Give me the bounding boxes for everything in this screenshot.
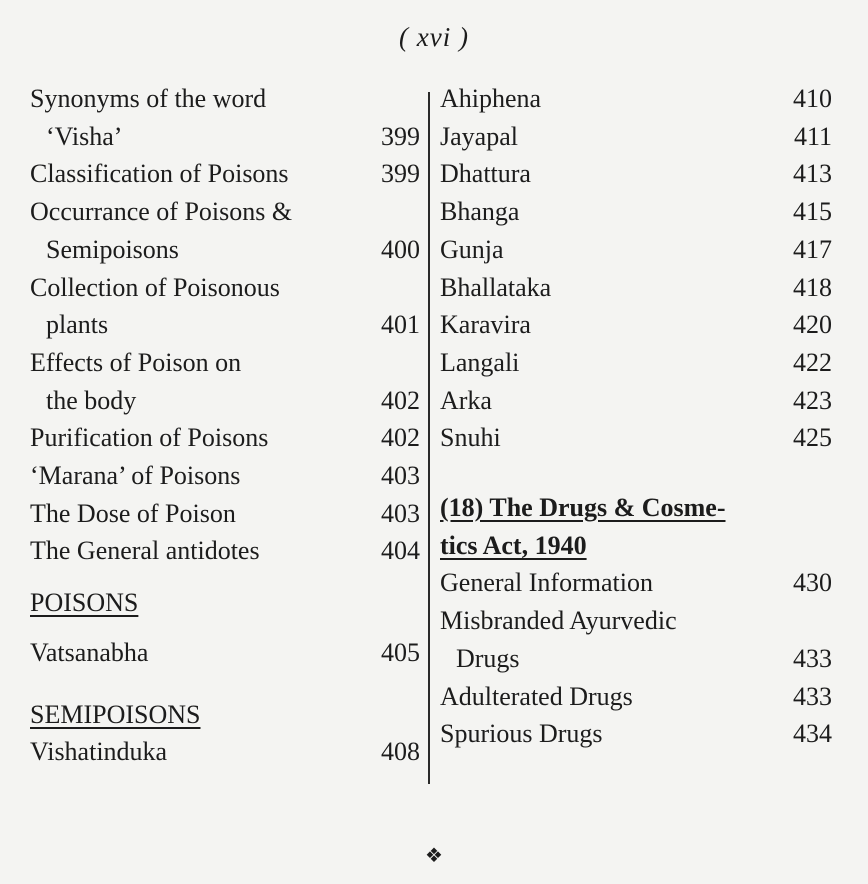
- toc-entry: [30, 419, 420, 457]
- toc-entry-page: 433: [793, 643, 832, 673]
- semipoisons-heading: SEMIPOISONS: [30, 699, 201, 729]
- toc-entry-title: Karavira: [440, 310, 531, 340]
- toc-entry: [440, 155, 832, 193]
- toc-entry-page: 411: [793, 121, 832, 151]
- toc-entry-title: Adulterated Drugs: [440, 681, 633, 711]
- toc-entry-title: Gunja: [440, 234, 504, 264]
- toc-entry: [30, 532, 420, 570]
- toc-entry-page: 402: [381, 385, 420, 415]
- toc-entry-page: 399: [381, 121, 420, 151]
- toc-entry-title: General Information: [440, 568, 653, 598]
- toc-entry-title: Effects of Poison on: [30, 347, 242, 377]
- right-column: [440, 80, 832, 753]
- toc-entry: [440, 602, 832, 677]
- toc-entry: [440, 193, 832, 231]
- toc-entry: [30, 155, 420, 193]
- toc-entry-title: Vatsanabha: [30, 637, 149, 667]
- toc-entry-title: Ahiphena: [440, 84, 542, 113]
- toc-entry-page: 403: [381, 498, 420, 528]
- toc-entry-title: Vishatinduka: [30, 737, 168, 767]
- toc-entry: [30, 733, 420, 771]
- toc-entry: [440, 231, 832, 269]
- toc-entry-page: 430: [793, 568, 832, 598]
- drugs-act-heading: [440, 489, 832, 564]
- toc-entry: [440, 715, 832, 753]
- toc-entry-title: ‘Marana’ of Poisons: [30, 461, 241, 491]
- toc-entry-page: 401: [381, 310, 420, 340]
- toc-entry-page: 399: [381, 159, 420, 189]
- toc-entry: [440, 382, 832, 420]
- toc-entry: [30, 344, 420, 419]
- toc-entry-title: Bhallataka: [440, 272, 552, 302]
- toc-entry-page: 403: [381, 461, 420, 491]
- toc-entry-title: Occurrance of Poisons &: [30, 197, 293, 227]
- toc-entry: [30, 269, 420, 344]
- toc-entry: [440, 118, 832, 156]
- toc-entry: [440, 80, 832, 118]
- toc-entry: [30, 634, 420, 672]
- toc-entry-title: plants: [46, 310, 109, 340]
- toc-entry-title: Drugs: [456, 643, 520, 673]
- toc-entry-page: 433: [793, 681, 832, 711]
- toc-entry: [30, 193, 420, 268]
- right-entries-list: [440, 80, 832, 457]
- toc-entry-title: Collection of Poisonous: [30, 272, 280, 302]
- column-divider: [428, 92, 430, 784]
- page-number-header: ( xvi ): [399, 22, 469, 52]
- toc-entry-title: Misbranded Ayurvedic: [440, 606, 677, 636]
- toc-entry-page: 418: [793, 272, 832, 302]
- toc-entry-page: 423: [793, 385, 832, 415]
- drugs-act-heading-line1: (18) The Drugs & Cosme-: [440, 493, 726, 523]
- toc-entry-page: 413: [793, 159, 832, 189]
- toc-entry-title: ‘Visha’: [46, 121, 123, 151]
- left-entries-list: [30, 80, 420, 570]
- toc-entry: [30, 457, 420, 495]
- toc-entry-page: 405: [381, 637, 420, 667]
- toc-entry-title: Arka: [440, 385, 492, 415]
- drugs-act-heading-line2: tics Act, 1940: [440, 530, 587, 560]
- toc-entry-page: 434: [793, 719, 832, 749]
- toc-entry-page: 408: [381, 737, 420, 767]
- toc-entry-title: Snuhi: [440, 423, 501, 453]
- toc-entry: [440, 344, 832, 382]
- toc-entry-title: Spurious Drugs: [440, 719, 603, 749]
- toc-entry-title: The Dose of Poison: [30, 498, 236, 528]
- toc-entry-title: Semipoisons: [46, 234, 179, 264]
- toc-entry: [30, 495, 420, 533]
- toc-entry-title: Dhattura: [440, 159, 531, 189]
- toc-entry: [440, 419, 832, 457]
- toc-entry: [440, 678, 832, 716]
- toc-entry-title: The General antidotes: [30, 536, 260, 566]
- left-column: [30, 80, 420, 771]
- drugs-act-entries-list: [440, 564, 832, 753]
- poisons-heading: POISONS: [30, 588, 139, 618]
- ornament-icon: ❖: [425, 845, 443, 867]
- toc-entry-title: Purification of Poisons: [30, 423, 269, 453]
- toc-entry-title: Langali: [440, 347, 520, 377]
- toc-entry: [440, 306, 832, 344]
- toc-entry-page: 410: [793, 84, 832, 113]
- toc-entry: [30, 80, 420, 155]
- toc-entry-page: 417: [793, 234, 832, 264]
- toc-entry-page: 422: [793, 347, 832, 377]
- toc-entry-page: 400: [381, 234, 420, 264]
- toc-entry-title: Bhanga: [440, 197, 520, 227]
- toc-entry-page: 420: [793, 310, 832, 340]
- toc-entry-title: Jayapal: [440, 121, 518, 151]
- toc-entry-title: the body: [46, 385, 137, 415]
- toc-entry-page: 404: [381, 536, 420, 566]
- toc-entry-title: Classification of Poisons: [30, 159, 289, 189]
- toc-entry: [440, 269, 832, 307]
- toc-entry-title: Synonyms of the word: [30, 84, 267, 113]
- toc-entry-page: 402: [381, 423, 420, 453]
- toc-entry: [440, 564, 832, 602]
- toc-entry-page: 415: [793, 197, 832, 227]
- toc-entry-page: 425: [793, 423, 832, 453]
